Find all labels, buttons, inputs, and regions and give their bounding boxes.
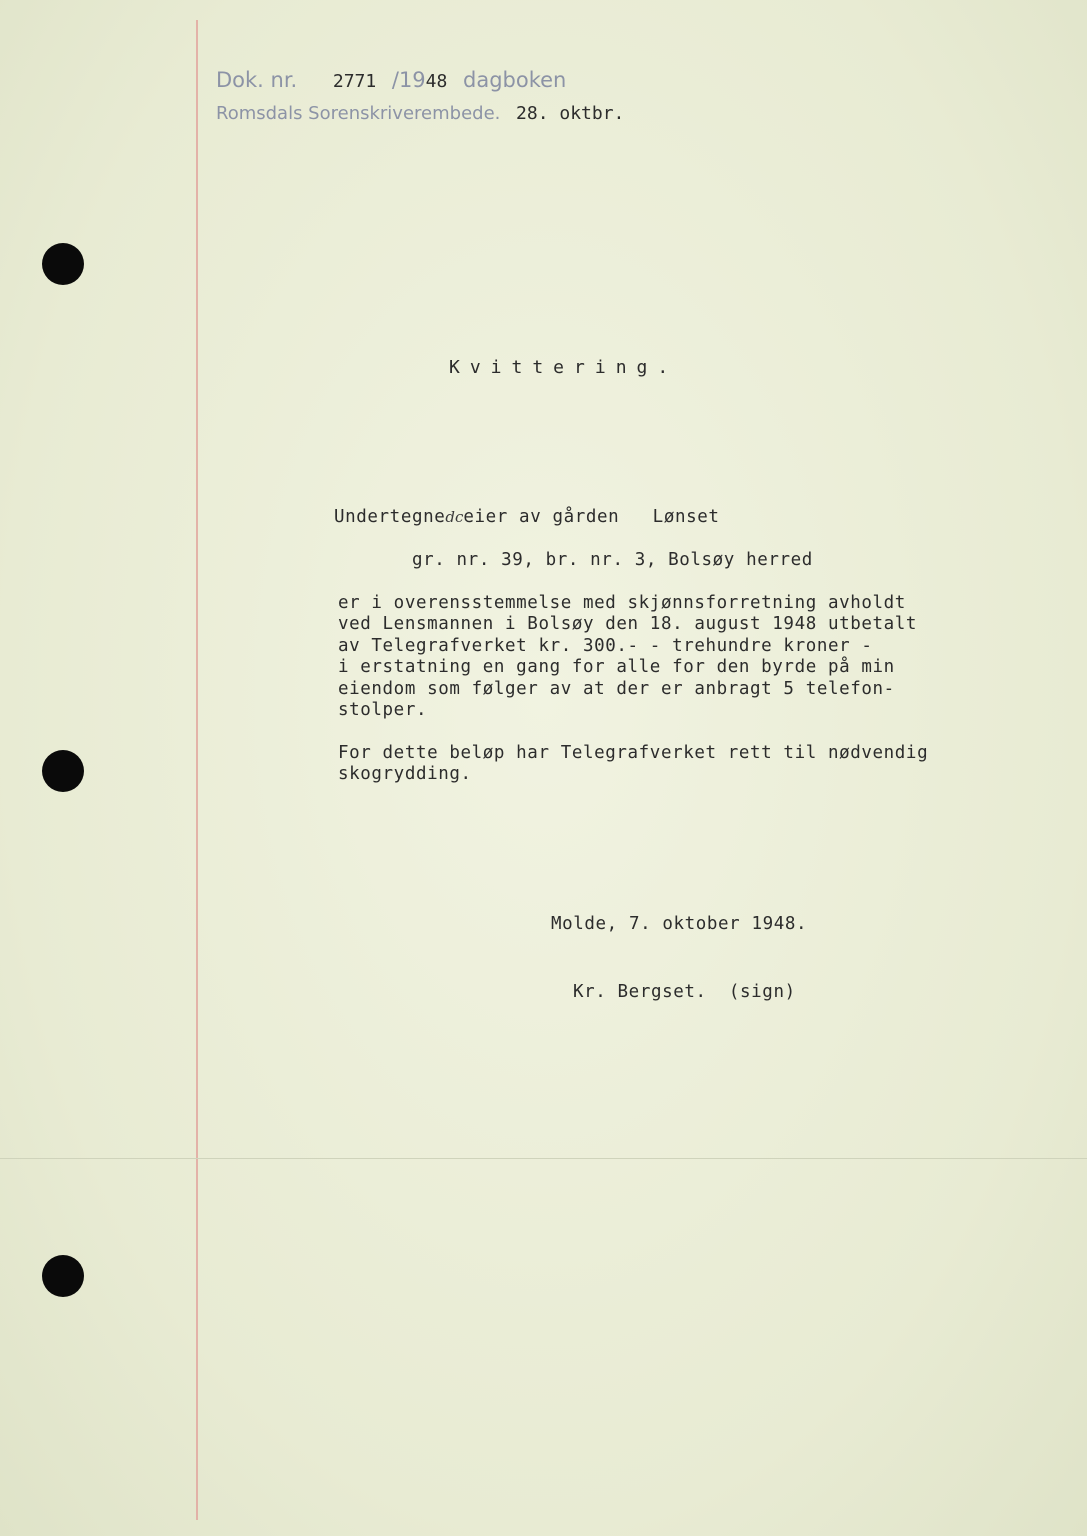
handwritten-correction: dc: [445, 508, 464, 526]
owner-line: [334, 507, 720, 527]
year-prefix: /19: [391, 68, 426, 92]
body2-line-1: For dette beløp har Telegrafverket rett til nødvendig: [338, 743, 929, 763]
punch-hole-middle: [42, 750, 84, 792]
body-line-2: ved Lensmannen i Bolsøy den 18. august 1948 utbetalt: [338, 614, 918, 634]
doc-number-stamp: [216, 68, 566, 92]
year-suffix: 48: [425, 71, 448, 92]
owner-line-b: eier av gården Lønset: [463, 507, 720, 527]
owner-line-a: Undertegne: [334, 507, 446, 527]
registered-date: 28. oktbr.: [516, 103, 625, 124]
office-stamp: [216, 103, 624, 124]
body2-line-2: skogrydding.: [338, 764, 472, 784]
body-line-1: er i overensstemmelse med skjønnsforretning avholdt: [338, 593, 906, 613]
body-line-3: av Telegrafverket kr. 300.- - trehundre kroner -: [338, 636, 873, 656]
punch-hole-bottom: [42, 1255, 84, 1297]
punch-hole-top: [42, 243, 84, 285]
body-line-4: i erstatning en gang for alle for den byrde på min: [338, 657, 895, 677]
dok-label: Dok. nr.: [216, 68, 298, 92]
margin-line: [196, 20, 198, 1520]
body-line-5: eiendom som følger av at der er anbragt 5 telefon-: [338, 679, 895, 699]
dok-number: 2771: [332, 71, 377, 92]
fold-line: [0, 1158, 1087, 1159]
document-title: Kvittering.: [449, 357, 679, 378]
body-line-6: stolper.: [338, 700, 428, 720]
office-name: Romsdals Sorenskriverembede.: [216, 103, 501, 124]
signature-line: Kr. Bergset. (sign): [573, 982, 796, 1002]
place-date: Molde, 7. oktober 1948.: [551, 914, 808, 934]
dagbok-label: dagboken: [463, 68, 567, 92]
property-line: gr. nr. 39, br. nr. 3, Bolsøy herred: [412, 550, 813, 570]
